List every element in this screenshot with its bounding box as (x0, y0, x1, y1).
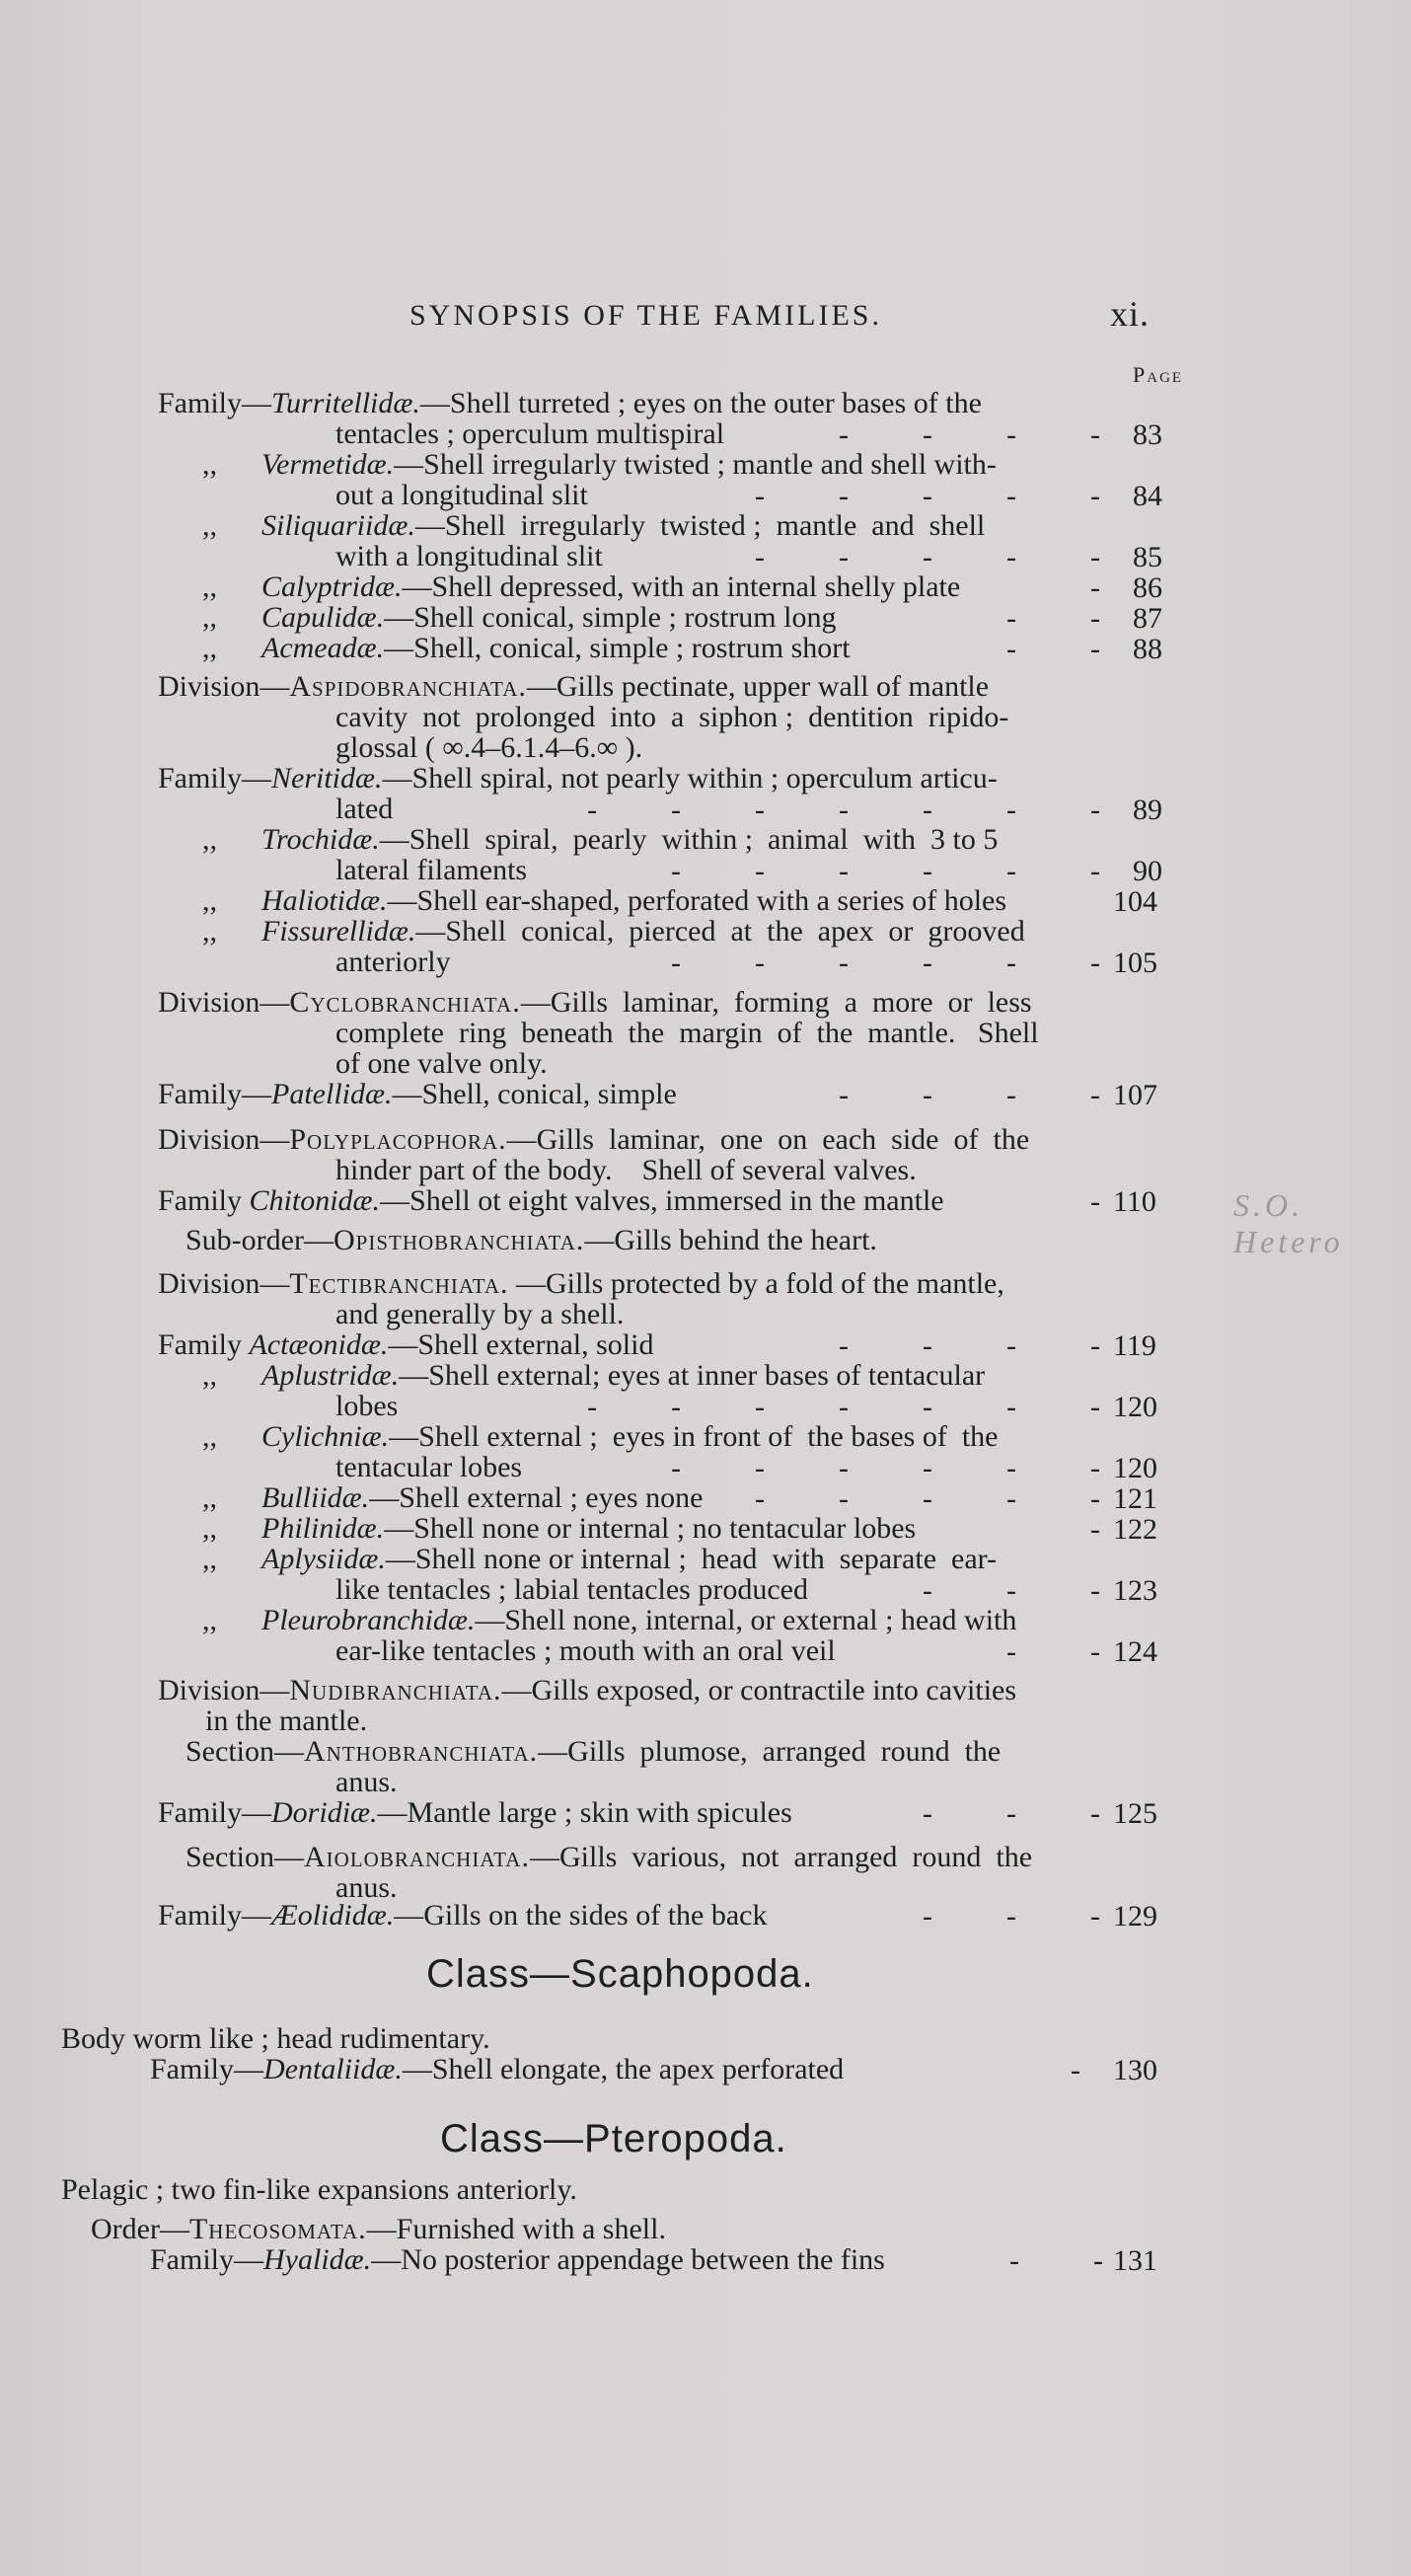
synopsis-line (202, 1482, 703, 1513)
synopsis-line (335, 1018, 1039, 1048)
page-ref: 125 (1113, 1797, 1157, 1830)
taxon-group-name: Aspidobranchiata. (289, 670, 527, 703)
family-name: Philinidæ. (261, 1512, 385, 1545)
line-text: —Shell conical, pierced at the apex or grooved (415, 915, 1025, 947)
page-ref: 83 (1133, 418, 1162, 451)
line-prefix: ,, (202, 823, 261, 856)
line-text: —Shell depressed, with an internal shelly plate (402, 570, 961, 603)
family-name: Patellidæ. (271, 1078, 393, 1110)
synopsis-line (335, 1048, 548, 1079)
taxon-group-name: Polyplacophora. (289, 1123, 507, 1156)
synopsis-line (158, 1185, 944, 1216)
line-text: anus. (335, 1766, 398, 1798)
leader-dots: - (1090, 571, 1100, 604)
page-ref: 85 (1133, 541, 1162, 573)
line-text: —Gills various, not arranged round the (529, 1841, 1033, 1873)
page-ref: 84 (1133, 480, 1162, 512)
line-text: —Shell none or internal ; no tentacular lobes (384, 1512, 917, 1545)
line-text: tentacular lobes (335, 1451, 523, 1483)
line-prefix: ,, (202, 884, 261, 917)
page-ref: 121 (1113, 1482, 1157, 1515)
line-prefix: ,, (202, 1543, 261, 1575)
line-text: —Shell turreted ; eyes on the outer bases of the (419, 387, 982, 419)
family-prefix: Family— (150, 2243, 264, 2276)
synopsis-line (202, 1360, 985, 1391)
leader-dots: - - - - - (755, 541, 1100, 573)
family-name: Aplysiidæ. (261, 1543, 386, 1575)
line-text: —Gills behind the heart. (584, 1224, 877, 1256)
line-text: —Shell conical, simple ; rostrum long (384, 601, 837, 634)
line-prefix: Section— (186, 1841, 304, 1873)
line-text: lated (335, 793, 394, 825)
line-text: glossal ( ∞.4–6.1.4–6.∞ ). (335, 731, 643, 764)
family-name: Haliotidæ. (261, 884, 388, 917)
leader-dots: - - (1006, 1635, 1100, 1668)
page-column-label: Page (1133, 362, 1184, 387)
page-ref: 89 (1133, 794, 1162, 826)
line-prefix: Family (158, 1328, 250, 1361)
synopsis-line (158, 671, 989, 702)
taxon-group-name: Tectibranchiata. (289, 1267, 509, 1300)
family-name: Pleurobranchidæ. (261, 1604, 476, 1636)
leader-dots: - - - - - - (671, 1452, 1100, 1484)
line-text: hinder part of the body. Shell of several valves. (335, 1154, 917, 1186)
line-text: —Shell spiral, not pearly within ; operculum articu- (382, 762, 998, 795)
synopsis-line (158, 1329, 653, 1360)
pteropoda-order-line (91, 2214, 666, 2244)
family-name: Fissurellidæ. (261, 915, 416, 947)
line-prefix: Family— (158, 1899, 272, 1932)
page-ref: 119 (1113, 1329, 1156, 1362)
line-text: —Gills exposed, or contractile into cavities (501, 1674, 1017, 1706)
synopsis-line (202, 885, 1006, 916)
line-text: —Shell, conical, simple (392, 1078, 677, 1110)
line-prefix: Division— (158, 1267, 290, 1300)
order-prefix: Order— (91, 2213, 189, 2245)
synopsis-line (202, 1605, 1016, 1635)
family-text: —Shell elongate, the apex perforated (402, 2053, 845, 2085)
line-text: ear-like tentacles ; mouth with an oral veil (335, 1634, 836, 1667)
line-text: and generally by a shell. (335, 1298, 625, 1330)
synopsis-line (186, 1736, 1001, 1767)
line-text: —Shell none or internal ; head with separate ear- (385, 1543, 998, 1575)
line-prefix: Division— (158, 1674, 290, 1706)
family-name: Acmeadæ. (261, 632, 385, 664)
synopsis-line (202, 602, 836, 633)
family-name: Aplustridæ. (261, 1359, 400, 1392)
synopsis-line (335, 1767, 398, 1797)
family-name: Vermetidæ. (261, 448, 395, 481)
synopsis-line (158, 763, 998, 794)
leader-dots: - (1090, 1513, 1100, 1546)
order-name: Thecosomata. (188, 2213, 367, 2245)
leader-dots: - (1071, 2054, 1080, 2086)
taxon-group-name: Aiolobranchiata. (304, 1841, 530, 1873)
family-name: Bulliidæ. (261, 1481, 370, 1514)
synopsis-line (202, 449, 997, 480)
line-text: in the mantle. (205, 1705, 368, 1737)
page-ref: 110 (1113, 1185, 1156, 1218)
line-text: —Gills laminar, forming a more or less (520, 986, 1032, 1019)
page-ref: 123 (1113, 1574, 1157, 1607)
family-name: Neritidæ. (271, 762, 383, 795)
leader-dots: - (1090, 1185, 1100, 1218)
order-text: —Furnished with a shell. (366, 2213, 666, 2245)
scaphopoda-family-line (150, 2054, 844, 2084)
line-text: —Shell external; eyes at inner bases of tentacular (399, 1359, 986, 1392)
taxon-group-name: Opisthobranchiata. (333, 1224, 585, 1256)
leader-dots: - - - - - - - (587, 794, 1100, 826)
synopsis-line (202, 1544, 997, 1574)
line-text: —Mantle large ; skin with spicules (377, 1796, 792, 1829)
leader-dots: - - - - - (755, 1482, 1100, 1515)
page-ref: 88 (1133, 633, 1162, 665)
family-name: Actæonidæ. (249, 1328, 389, 1361)
line-prefix: ,, (202, 570, 261, 603)
leader-dots: - - (1006, 602, 1100, 635)
page-ref: 104 (1113, 885, 1157, 918)
synopsis-line (202, 824, 998, 855)
class-pteropoda-heading: Class—Pteropoda. (440, 2117, 787, 2160)
synopsis-line (158, 1797, 792, 1828)
class-scaphopoda-heading: Class—Scaphopoda. (426, 1952, 814, 1996)
synopsis-line (335, 1155, 917, 1185)
line-text: —Gills protected by a fold of the mantle, (508, 1267, 1004, 1300)
line-prefix: Family (158, 1184, 250, 1217)
line-prefix: Family— (158, 387, 272, 419)
synopsis-line (158, 1900, 768, 1931)
page-ref: 120 (1113, 1391, 1157, 1423)
line-text: of one valve only. (335, 1047, 548, 1080)
page-ref: 120 (1113, 1452, 1157, 1484)
family-name: Dentaliidæ. (263, 2053, 403, 2085)
line-prefix: ,, (202, 915, 261, 947)
line-prefix: ,, (202, 448, 261, 481)
line-text: —Shell spiral, pearly within ; animal with 3 to 5 (379, 823, 999, 856)
line-text: —Shell, conical, simple ; rostrum short (384, 632, 851, 664)
leader-dots: - - - - (839, 1329, 1100, 1362)
header-title: SYNOPSIS OF THE FAMILIES. (409, 299, 882, 332)
synopsis-line (158, 1124, 1029, 1155)
header-page-number: xi. (1110, 294, 1151, 334)
line-text: tentacles ; operculum multispiral (335, 417, 725, 450)
leader-dots: - - - - - (755, 480, 1100, 512)
page-ref: 90 (1133, 855, 1162, 887)
line-text: —Shell ot eight valves, immersed in the mantle (380, 1184, 944, 1217)
page-ref: 107 (1113, 1079, 1157, 1111)
line-prefix: Sub-order— (186, 1224, 334, 1256)
line-text: —Gills pectinate, upper wall of mantle (526, 670, 990, 703)
line-text: lateral filaments (335, 854, 528, 886)
leader-dots: - - - (923, 1797, 1100, 1830)
page-ref: 129 (1113, 1900, 1157, 1932)
page-ref: 130 (1113, 2054, 1157, 2086)
family-name: Æolididæ. (271, 1899, 395, 1932)
synopsis-line (335, 1574, 808, 1605)
synopsis-line (158, 388, 982, 418)
leader-dots: - - - - (839, 418, 1100, 451)
line-prefix: ,, (202, 632, 261, 664)
synopsis-line (202, 571, 960, 602)
family-name: Calyptridæ. (261, 570, 403, 603)
line-prefix: Family— (158, 1078, 272, 1110)
line-text: —Shell irregularly twisted ; mantle and shell (414, 509, 986, 542)
line-prefix: ,, (202, 1604, 261, 1636)
synopsis-line (158, 1079, 677, 1109)
line-prefix: Division— (158, 1123, 290, 1156)
line-prefix: Family— (158, 1796, 272, 1829)
synopsis-line (202, 916, 1025, 947)
line-text: —Shell none, internal, or external ; head with (475, 1604, 1017, 1636)
line-text: cavity not prolonged into a siphon ; dentition ripido- (335, 701, 1009, 733)
line-text: —Shell irregularly twisted ; mantle and shell with- (394, 448, 997, 481)
synopsis-line (335, 1391, 398, 1421)
line-prefix: ,, (202, 1420, 261, 1453)
taxon-group-name: Nudibranchiata. (289, 1674, 502, 1706)
leader-dots: - - (1006, 633, 1100, 665)
synopsis-line (186, 1225, 877, 1255)
line-text: —Shell external, solid (388, 1328, 654, 1361)
leader-dots: - - - - - - (671, 947, 1100, 979)
synopsis-line (158, 987, 1032, 1018)
taxon-group-name: Cyclobranchiata. (289, 986, 521, 1019)
taxon-group-name: Anthobranchiata. (304, 1735, 539, 1768)
family-name: Turritellidæ. (271, 387, 420, 419)
page-ref: 86 (1133, 571, 1162, 604)
line-prefix: ,, (202, 601, 261, 634)
line-prefix: Section— (186, 1735, 304, 1768)
line-text: complete ring beneath the margin of the mantle. Shell (335, 1017, 1039, 1049)
synopsis-line (158, 1268, 1004, 1299)
family-name: Doridiæ. (271, 1796, 378, 1829)
leader-dots: - - - - - - (671, 855, 1100, 887)
line-text: —Gills on the sides of the back (394, 1899, 768, 1932)
synopsis-line (335, 480, 588, 510)
synopsis-line (335, 1452, 522, 1482)
synopsis-line (335, 418, 724, 449)
synopsis-line (335, 732, 642, 763)
line-prefix: ,, (202, 1481, 261, 1514)
synopsis-line (335, 1299, 624, 1329)
page-ref: 124 (1113, 1635, 1157, 1668)
synopsis-line (335, 1635, 836, 1666)
family-name: Capulidæ. (261, 601, 385, 634)
family-name: Chitonidæ. (249, 1184, 381, 1217)
line-prefix: ,, (202, 1359, 261, 1392)
leader-dots: - - - (923, 1574, 1100, 1607)
synopsis-line (202, 510, 985, 541)
line-prefix: ,, (202, 1512, 261, 1545)
synopsis-line (335, 541, 603, 571)
line-text: —Gills laminar, one on each side of the (506, 1123, 1030, 1156)
line-text: anteriorly (335, 946, 451, 978)
leader-dots: - - - (923, 1900, 1100, 1932)
line-text: lobes (335, 1390, 399, 1422)
pteropoda-family-line (150, 2244, 885, 2275)
synopsis-line (202, 633, 851, 663)
page-ref: 131 (1113, 2244, 1157, 2277)
leader-dots: - - - - - - - (587, 1391, 1100, 1423)
synopsis-line (335, 947, 451, 977)
page-ref: 87 (1133, 602, 1162, 635)
synopsis-line (335, 702, 1008, 732)
leader-dots: - - - - (839, 1079, 1100, 1111)
line-prefix: Division— (158, 986, 290, 1019)
line-prefix: Family— (158, 762, 272, 795)
scaphopoda-description: Body worm like ; head rudimentary. (61, 2022, 490, 2055)
line-text: like tentacles ; labial tentacles produced (335, 1573, 808, 1606)
handwritten-margin-note: S.O. Hetero (1233, 1187, 1344, 1259)
line-prefix: ,, (202, 509, 261, 542)
synopsis-line (205, 1705, 367, 1736)
line-text: —Gills plumose, arranged round the (538, 1735, 1002, 1768)
family-name: Hyalidæ. (263, 2243, 372, 2276)
synopsis-line (186, 1842, 1032, 1872)
line-text: —Shell external ; eyes in front of the bases of the (389, 1420, 999, 1453)
synopsis-line (335, 855, 527, 885)
synopsis-line (202, 1421, 999, 1452)
synopsis-line (202, 1513, 916, 1544)
synopsis-line (158, 1675, 1016, 1705)
family-name: Trochidæ. (261, 823, 380, 856)
page-ref: 122 (1113, 1513, 1157, 1546)
family-prefix: Family— (150, 2053, 264, 2085)
family-text: —No posterior appendage between the fins (371, 2243, 885, 2276)
line-text: anus. (335, 1871, 398, 1904)
pteropoda-description: Pelagic ; two fin-like expansions anteriorly. (61, 2173, 577, 2206)
family-name: Cylichniæ. (261, 1420, 390, 1453)
leader-dots: - - (1009, 2244, 1103, 2277)
line-text: —Shell external ; eyes none (369, 1481, 704, 1514)
line-prefix: Division— (158, 670, 290, 703)
line-text: with a longitudinal slit (335, 540, 603, 572)
synopsis-line (335, 794, 393, 824)
page-ref: 105 (1113, 947, 1157, 979)
family-name: Siliquariidæ. (261, 509, 415, 542)
line-text: out a longitudinal slit (335, 479, 588, 511)
line-text: —Shell ear-shaped, perforated with a series of holes (387, 884, 1007, 917)
